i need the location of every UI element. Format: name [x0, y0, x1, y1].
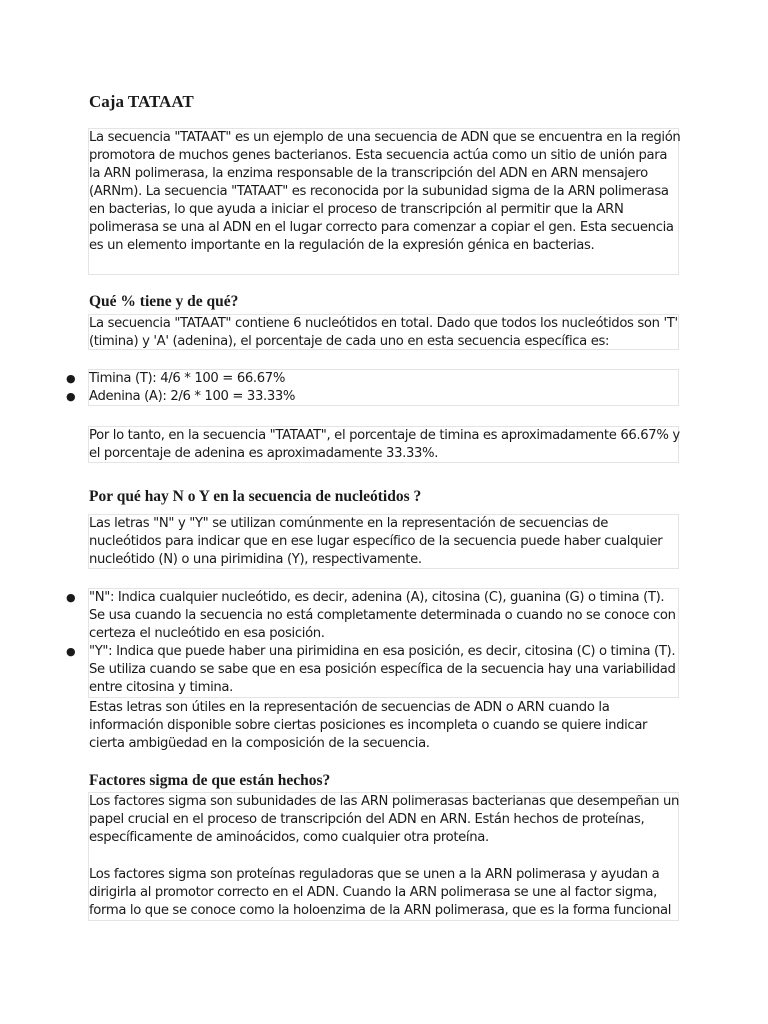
heading-n-or-y: Por qué hay N o Y en la secuencia de nucleótidos ? — [89, 488, 422, 505]
heading-caja-tataat: Caja TATAAT — [89, 92, 194, 111]
paragraph-percentage: La secuencia "TATAAT" contiene 6 nucleótidos en total. Dado que todos los nucleótidos son 'T' (timina) y 'A' (adenina), el porcentaje de cada uno en esta secuencia específica es: — [89, 316, 678, 349]
bullet-icon: ● — [66, 591, 76, 604]
paragraph-sigma-2: Los factores sigma son proteínas reguladoras que se unen a la ARN polimerasa y ayudan a dirigirla al promotor correcto en el ADN. Cuando la ARN polimerasa se une al factor sigma, forma lo que se conoce como la holoenzima de la ARN polimerasa, que es la forma funcional — [89, 867, 672, 918]
paragraph-n-or-y: Las letras "N" y "Y" se utilizan comúnmente en la representación de secuencias de nucleótidos para indicar que en ese lugar específico de la secuencia puede haber cualquier nucleótido (N) o una pirimidina (Y), respectivamente. — [89, 516, 663, 567]
bullet-icon: ● — [66, 645, 76, 658]
paragraph-intro: La secuencia "TATAAT" es un ejemplo de una secuencia de ADN que se encuentra en la región promotora de muchos genes bacterianos. Esta secuencia actúa como un sitio de unión para la ARN polimerasa, la enzima responsable de la transcripción del ADN en ARN mensajero (ARNm). La secuencia "TATAAT" es reconocida por la subunidad sigma de la ARN polimerasa en bacterias, lo que ayuda a iniciar el proceso de transcripción al permitir que la ARN polimerasa se una al ADN en el lugar correcto para comenzar a copiar el gen. Esta secuencia es un elemento importante en la regulación de la expresión génica en bacterias. — [89, 130, 681, 253]
list-item-text: "N": Indica cualquier nucleótido, es decir, adenina (A), citosina (C), guanina (G) o timina (T). Se usa cuando la secuencia no está completamente determinada o cuando no se conoce con certeza el nucleótido en esa posición. — [89, 590, 676, 641]
list-item-text: Adenina (A): 2/6 * 100 = 33.33% — [89, 389, 296, 404]
paragraph-conclusion: Por lo tanto, en la secuencia "TATAAT", el porcentaje de timina es aproximadamente 66.67% y el porcentaje de adenina es aproximadamente 33.33%. — [89, 428, 680, 461]
list-item — [66, 643, 681, 697]
list-item-text: Timina (T): 4/6 * 100 = 66.67% — [89, 371, 286, 386]
heading-sigma-factors: Factores sigma de que están hechos? — [89, 772, 331, 789]
list-item — [66, 589, 681, 643]
n-y-list — [66, 589, 681, 697]
percentage-list — [66, 370, 681, 406]
list-item — [66, 370, 681, 388]
bullet-icon: ● — [66, 390, 76, 403]
heading-percentage: Qué % tiene y de qué? — [89, 293, 239, 310]
list-item-text: "Y": Indica que puede haber una pirimidina en esa posición, es decir, citosina (C) o timina (T). Se utiliza cuando se sabe que en esa posición específica de la secuencia hay una variabilidad entre citosina y timina. — [89, 644, 676, 695]
bullet-icon: ● — [66, 372, 76, 385]
list-item — [66, 388, 681, 406]
paragraph-sigma-1: Los factores sigma son subunidades de las ARN polimerasas bacterianas que desempeñan un papel crucial en el proceso de transcripción del ADN en ARN. Están hechos de proteínas, específicamente de aminoácidos, como cualquier otra proteína. — [89, 794, 679, 845]
paragraph-closing: Estas letras son útiles en la representación de secuencias de ADN o ARN cuando la información disponible sobre ciertas posiciones es incompleta o cuando se quiere indicar cierta ambigüedad en la composición de la secuencia. — [89, 700, 648, 751]
